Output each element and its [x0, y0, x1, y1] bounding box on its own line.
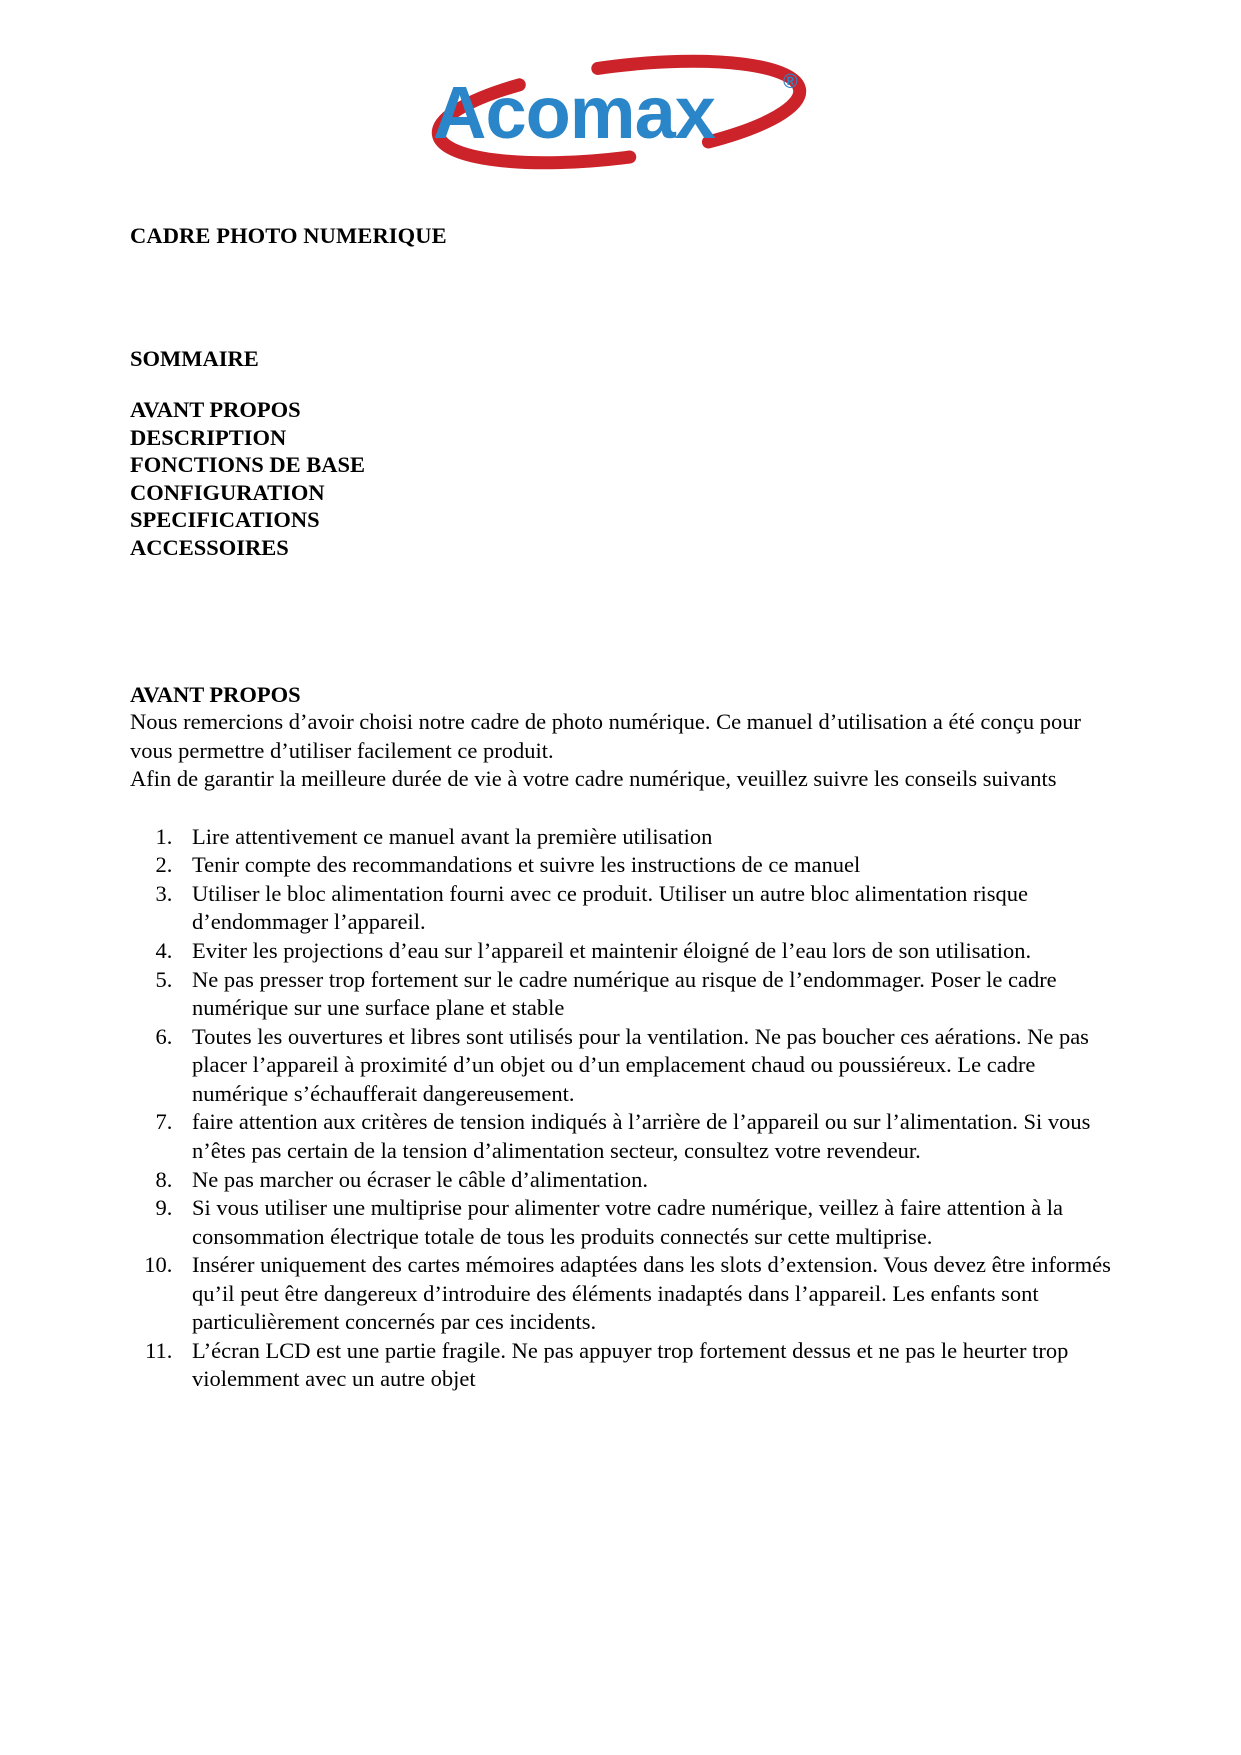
- summary-item-description: DESCRIPTION: [130, 424, 287, 450]
- list-item: 11. L’écran LCD est une partie fragile. Ne pas appuyer trop fortement dessus et ne pas le heurter trop violemment avec un autre objet: [178, 1337, 1111, 1394]
- list-item: 5. Ne pas presser trop fortement sur le cadre numérique au risque de l’endommager. Poser le cadre numérique sur une surface plane et stable: [178, 966, 1111, 1023]
- list-item: 8. Ne pas marcher ou écraser le câble d’alimentation.: [178, 1166, 1111, 1195]
- list-item: 3. Utiliser le bloc alimentation fourni avec ce produit. Utiliser un autre bloc alimentation risque d’endommager l’appareil.: [178, 880, 1111, 937]
- summary-item-fonctions-de-base: FONCTIONS DE BASE: [130, 452, 366, 478]
- summary-item-configuration: CONFIGURATION: [130, 479, 325, 505]
- spacer: [130, 249, 1111, 345]
- list-item: 4. Eviter les projections d’eau sur l’appareil et maintenir éloigné de l’eau lors de son utilisation.: [178, 937, 1111, 966]
- foreword-heading: AVANT PROPOS: [130, 681, 301, 707]
- summary-item-specifications: SPECIFICATIONS: [130, 507, 320, 533]
- list-item: 10. Insérer uniquement des cartes mémoires adaptées dans les slots d’extension. Vous devez être informés qu’il peut être dangereux d’introduire des éléments inadaptés dans l’appareil. Les enfants sont particulièrement concernés par ces incidents.: [178, 1251, 1111, 1337]
- acomax-logo-graphic: [411, 52, 831, 172]
- list-item: 6. Toutes les ouvertures et libres sont utilisés pour la ventilation. Ne pas boucher ces aérations. Ne pas placer l’appareil à proximité d’un objet ou d’un emplacement chaud ou poussiéreux. Le cadre numérique s’échaufferait dangereusement.: [178, 1023, 1111, 1109]
- summary-list: [130, 396, 1111, 561]
- list-item: 9. Si vous utiliser une multiprise pour alimenter votre cadre numérique, veillez à faire attention à la consommation électrique totale de tous les produits connectés sur cette multiprise.: [178, 1194, 1111, 1251]
- registered-trademark-icon: ®: [782, 71, 798, 93]
- list-item: 2. Tenir compte des recommandations et suivre les instructions de ce manuel: [178, 851, 1111, 880]
- list-item: 7. faire attention aux critères de tension indiqués à l’arrière de l’appareil ou sur l’alimentation. Si vous n’êtes pas certain de la tension d’alimentation secteur, consultez votre revendeur.: [178, 1108, 1111, 1165]
- acomax-logo: [411, 52, 831, 172]
- foreword-paragraph-1: Nous remercions d’avoir choisi notre cadre de photo numérique. Ce manuel d’utilisation a été conçu pour vous permettre d’utiliser facilement ce produit.: [130, 709, 1081, 763]
- spacer: [130, 793, 1111, 823]
- summary-item-avant-propos: AVANT PROPOS: [130, 397, 301, 423]
- logo-header: [0, 0, 1241, 175]
- summary-heading: SOMMAIRE: [130, 345, 259, 371]
- acomax-wordmark-text: Acomax: [432, 71, 715, 154]
- safety-instructions-list: [130, 823, 1111, 1394]
- foreword-paragraph-2: Afin de garantir la meilleure durée de vie à votre cadre numérique, veuillez suivre les conseils suivants: [130, 765, 1057, 791]
- spacer: [130, 372, 1111, 396]
- list-item: 1. Lire attentivement ce manuel avant la première utilisation: [178, 823, 1111, 852]
- page-title: CADRE PHOTO NUMERIQUE: [130, 223, 447, 248]
- summary-item-accessoires: ACCESSOIRES: [130, 534, 289, 560]
- spacer: [130, 561, 1111, 681]
